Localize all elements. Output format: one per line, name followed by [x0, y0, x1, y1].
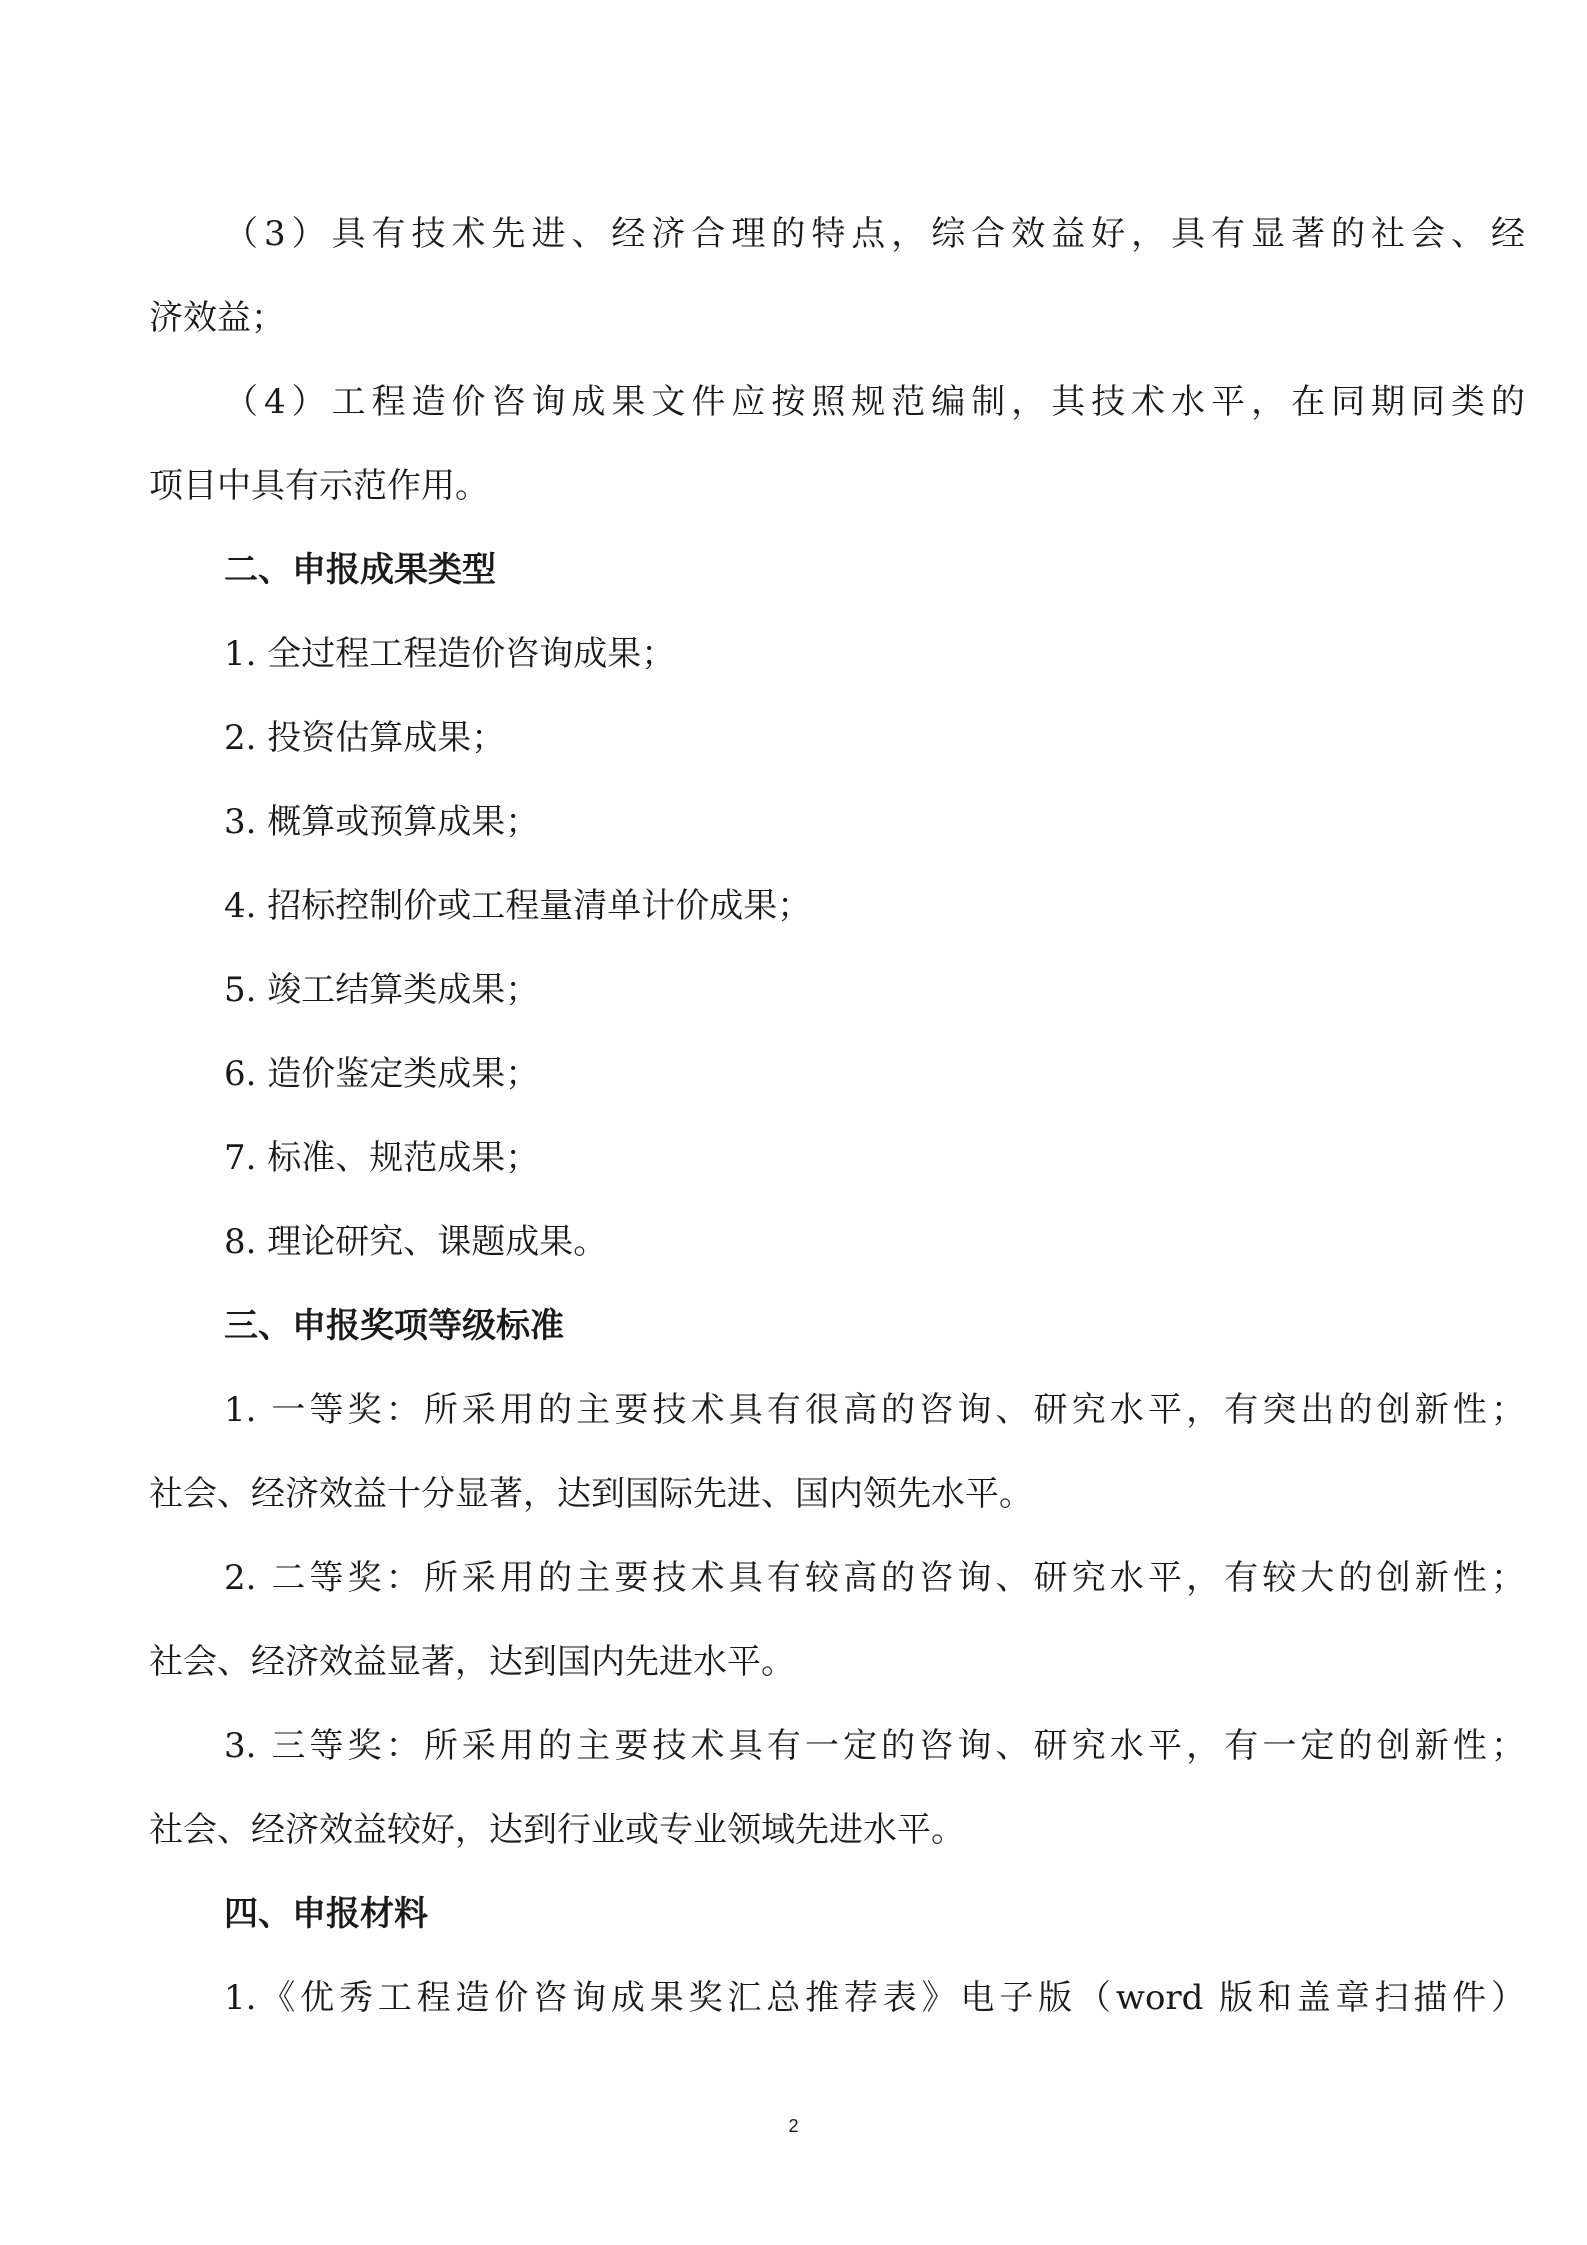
- material-1-line-1: 1.《优秀工程造价咨询成果奖汇总推荐表》电子版（word 版和盖章扫描件）: [224, 1978, 1525, 2018]
- result-type-item: 7. 标准、规范成果；: [224, 1138, 540, 1178]
- result-type-item: 4. 招标控制价或工程量清单计价成果；: [224, 886, 812, 926]
- section-3-heading: 三、申报奖项等级标准: [224, 1306, 564, 1346]
- criterion-4-line-1: （4）工程造价咨询成果文件应按照规范编制，其技术水平，在同期同类的: [224, 382, 1525, 422]
- award-first-line-2: 社会、经济效益十分显著，达到国际先进、国内领先水平。: [149, 1474, 1033, 1514]
- result-type-item: 6. 造价鉴定类成果；: [224, 1054, 540, 1094]
- criterion-4-line-2: 项目中具有示范作用。: [149, 466, 489, 506]
- page-number: 2: [788, 2116, 799, 2136]
- result-type-item: 1. 全过程工程造价咨询成果；: [224, 634, 676, 674]
- award-second-line-1: 2. 二等奖：所采用的主要技术具有较高的咨询、研究水平，有较大的创新性；: [224, 1558, 1525, 1598]
- result-type-item: 3. 概算或预算成果；: [224, 802, 540, 842]
- result-type-item: 5. 竣工结算类成果；: [224, 970, 540, 1010]
- result-type-item: 2. 投资估算成果；: [224, 718, 506, 758]
- section-2-heading: 二、申报成果类型: [224, 550, 496, 590]
- criterion-3-line-2: 济效益；: [149, 298, 285, 338]
- section-4-heading: 四、申报材料: [224, 1894, 428, 1934]
- result-type-item: 8. 理论研究、课题成果。: [224, 1222, 608, 1262]
- award-third-line-2: 社会、经济效益较好，达到行业或专业领域先进水平。: [149, 1810, 965, 1850]
- criterion-3-line-1: （3）具有技术先进、经济合理的特点，综合效益好，具有显著的社会、经: [224, 214, 1525, 254]
- award-second-line-2: 社会、经济效益显著，达到国内先进水平。: [149, 1642, 795, 1682]
- award-third-line-1: 3. 三等奖：所采用的主要技术具有一定的咨询、研究水平，有一定的创新性；: [224, 1726, 1525, 1766]
- award-first-line-1: 1. 一等奖：所采用的主要技术具有很高的咨询、研究水平，有突出的创新性；: [224, 1390, 1525, 1430]
